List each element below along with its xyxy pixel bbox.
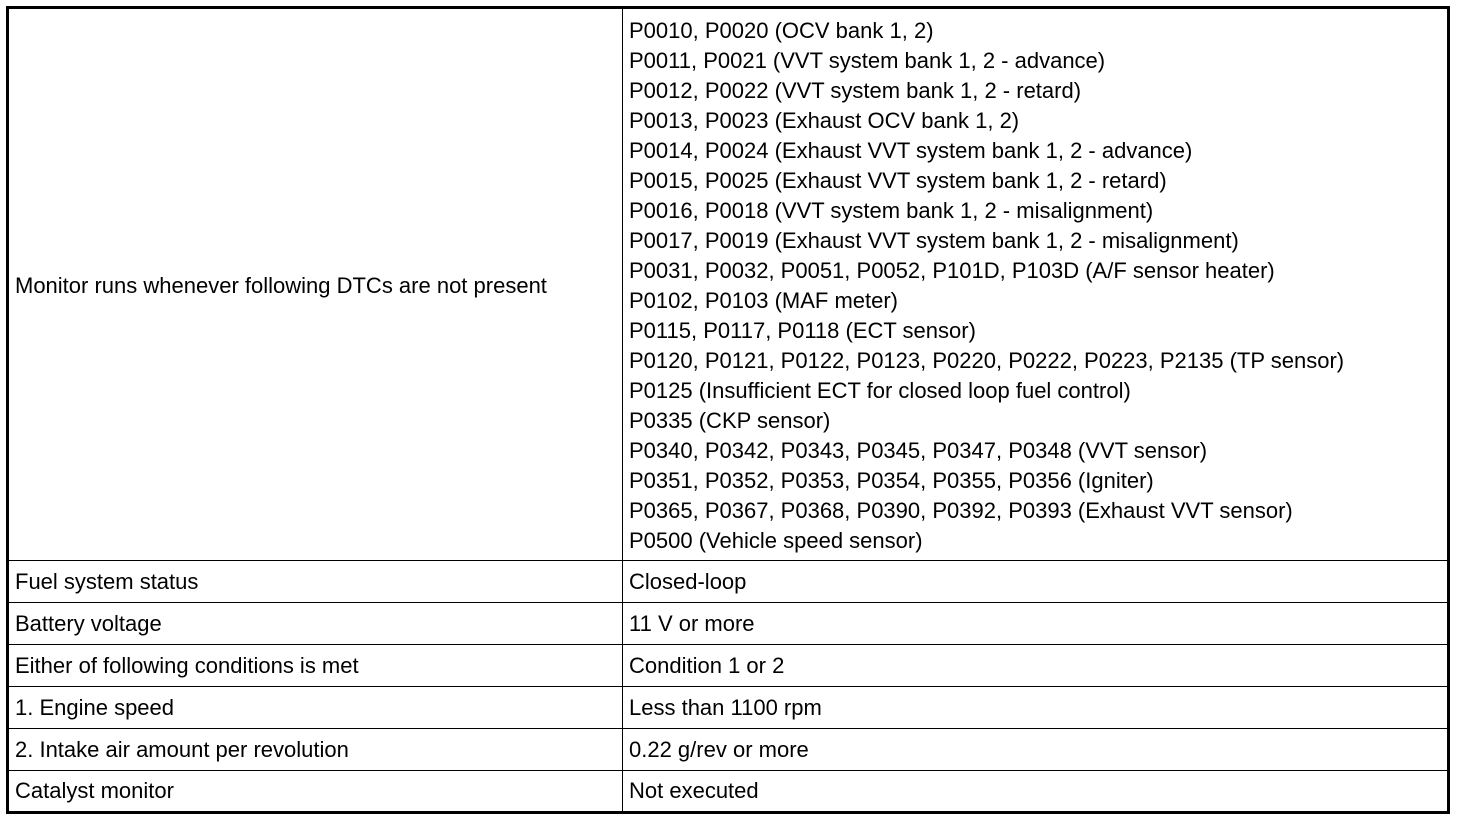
condition-value: Closed-loop	[623, 561, 1449, 603]
condition-value: Less than 1100 rpm	[623, 687, 1449, 729]
table-row-intake-air-amount	[8, 729, 1449, 771]
dtc-list-item: P0335 (CKP sensor)	[629, 408, 831, 433]
table-row-dtc-conditions	[8, 8, 1449, 561]
dtc-list-item: P0017, P0019 (Exhaust VVT system bank 1, 2 - misalignment)	[629, 228, 1239, 253]
condition-label: 1. Engine speed	[8, 687, 623, 729]
dtc-list-item: P0014, P0024 (Exhaust VVT system bank 1, 2 - advance)	[629, 138, 1193, 163]
table-row-battery-voltage	[8, 603, 1449, 645]
dtc-list-item: P0120, P0121, P0122, P0123, P0220, P0222, P0223, P2135 (TP sensor)	[629, 348, 1345, 373]
condition-label: Fuel system status	[8, 561, 623, 603]
dtc-list-item: P0365, P0367, P0368, P0390, P0392, P0393 (Exhaust VVT sensor)	[629, 498, 1293, 523]
table-row-catalyst-monitor	[8, 771, 1449, 813]
monitor-condition-label: Monitor runs whenever following DTCs are not present	[8, 8, 623, 561]
condition-value: 0.22 g/rev or more	[623, 729, 1449, 771]
dtc-list-item: P0015, P0025 (Exhaust VVT system bank 1, 2 - retard)	[629, 168, 1167, 193]
table-row-either-condition	[8, 645, 1449, 687]
dtc-list-item: P0125 (Insufficient ECT for closed loop fuel control)	[629, 378, 1131, 403]
table-row-engine-speed	[8, 687, 1449, 729]
dtc-list-cell	[623, 8, 1449, 561]
condition-label: Battery voltage	[8, 603, 623, 645]
table-row-fuel-system-status	[8, 561, 1449, 603]
dtc-list-item: P0012, P0022 (VVT system bank 1, 2 - retard)	[629, 78, 1082, 103]
dtc-list-item: P0115, P0117, P0118 (ECT sensor)	[629, 318, 976, 343]
dtc-list-item: P0031, P0032, P0051, P0052, P101D, P103D (A/F sensor heater)	[629, 258, 1275, 283]
dtc-list-item: P0340, P0342, P0343, P0345, P0347, P0348 (VVT sensor)	[629, 438, 1208, 463]
dtc-list-item: P0351, P0352, P0353, P0354, P0355, P0356 (Igniter)	[629, 468, 1154, 493]
monitor-conditions-table	[6, 6, 1450, 814]
dtc-list-item: P0016, P0018 (VVT system bank 1, 2 - misalignment)	[629, 198, 1154, 223]
condition-value: 11 V or more	[623, 603, 1449, 645]
dtc-list-item: P0010, P0020 (OCV bank 1, 2)	[629, 18, 934, 43]
condition-label: 2. Intake air amount per revolution	[8, 729, 623, 771]
condition-label: Catalyst monitor	[8, 771, 623, 813]
condition-value: Not executed	[623, 771, 1449, 813]
dtc-list-item: P0013, P0023 (Exhaust OCV bank 1, 2)	[629, 108, 1020, 133]
condition-value: Condition 1 or 2	[623, 645, 1449, 687]
condition-label: Either of following conditions is met	[8, 645, 623, 687]
dtc-list-item: P0500 (Vehicle speed sensor)	[629, 528, 923, 553]
dtc-list-item: P0011, P0021 (VVT system bank 1, 2 - advance)	[629, 48, 1106, 73]
dtc-list-item: P0102, P0103 (MAF meter)	[629, 288, 899, 313]
